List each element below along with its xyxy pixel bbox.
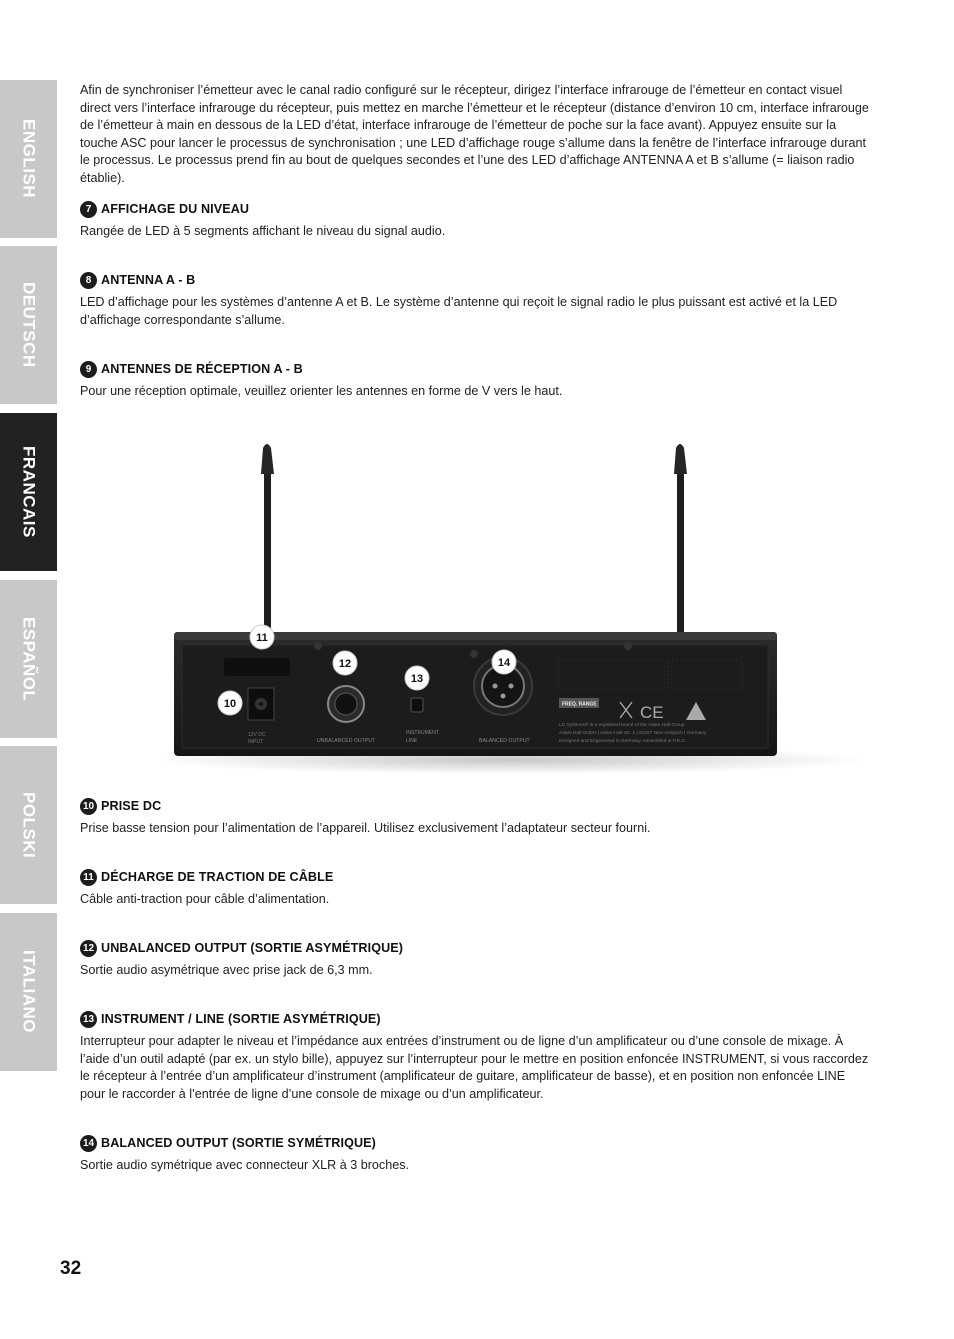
section-title: AFFICHAGE DU NIVEAU [101,202,250,216]
section-number-badge: 8 [80,272,97,289]
lang-tab-label: DEUTSCH [19,282,39,368]
callout-14 [492,650,516,674]
section-12 [80,939,870,980]
section-number-badge: 7 [80,201,97,218]
section-10 [80,797,870,838]
lang-tab-espanol[interactable] [0,580,57,738]
section-number-badge: 13 [80,1011,97,1028]
lang-tab-label: ESPAÑOL [19,616,39,702]
antenna-left [261,444,274,642]
dc-label: 12V DC [248,732,266,738]
intro-paragraph: Afin de synchroniser l’émetteur avec le canal radio configuré sur le récepteur, dirigez l’interface infrarouge de l’émetteur en contact visuel direct vers l’interface infrarouge du récepteur, puis mettez en marche l’émetteur et le récepteur (distance d’environ 10 cm, interface infrarouge de l’émetteur à main en dessous de la LED d’état, interface infrarouge de l’émetteur de poche sur la face avant). Appuyez ensuite sur la touche ASC pour lancer le processus de synchronisation ; une LED d’affichage rouge s’allume dans la fenêtre de l’interface infrarouge durant le processus. Le processus prend fin au bout de quelques secondes et l’une des LED d’affichage ANTENNA A et B s’allume (= liaison radio établie). [80,83,869,185]
callout-12 [333,651,357,675]
section-title: PRISE DC [101,799,162,813]
line-label: LINE [406,738,418,744]
section-body: Sortie audio symétrique avec connecteur XLR à 3 broches. [80,1158,410,1172]
svg-text:11: 11 [256,632,268,644]
lang-tab-label: FRANCAIS [19,446,39,538]
section-title: DÉCHARGE DE TRACTION DE CÂBLE [101,870,334,884]
brand-line-3: Designed and Engineered in Germany, Assembled in P.R.C. [559,739,687,744]
receiver-back-panel-figure [160,430,880,780]
callout-10 [218,691,242,715]
section-body: Interrupteur pour adapter le niveau et l’impédance aux entrées d’instrument ou de ligne d’un amplificateur ou d’une console de mixage. À l’aide d’un outil adapté (par ex. un stylo bille), appuyez sur l’interrupteur pour le mettre en position enfoncée INSTRUMENT, si vous raccordez le récepteur à l’entrée d’un amplificateur d’instrument (amplificateur de guitare, amplificateur de basse), et en position non enfoncée LINE pour le raccorder à l’entrée de ligne d’une console de mixage ou d’un amplificateur. [80,1034,869,1101]
svg-text:14: 14 [497,657,511,669]
section-number-badge: 12 [80,940,97,957]
section-body: Câble anti-traction pour câble d’alimentation. [80,892,330,906]
lang-tab-english[interactable] [0,80,57,238]
section-number-badge: 10 [80,798,97,815]
lang-tab-italiano[interactable] [0,913,57,1071]
section-13 [80,1010,870,1103]
freq-range-label: FREQ. RANGE [562,701,597,708]
instrument-label: INSTRUMENT [406,730,439,736]
section-body: Prise basse tension pour l’alimentation de l’appareil. Utilisez exclusivement l’adaptateur secteur fourni. [80,821,651,835]
unbalanced-label: UNBALANCED OUTPUT [317,738,376,744]
lang-tab-deutsch[interactable] [0,246,57,404]
section-7 [80,200,870,241]
lang-tab-label: ENGLISH [19,119,39,199]
section-body: Sortie audio asymétrique avec prise jack de 6,3 mm. [80,963,373,977]
dc-sublabel: INPUT [248,739,263,745]
lang-tab-francais[interactable] [0,413,57,571]
section-11 [80,868,870,909]
section-title: ANTENNA A - B [101,273,196,287]
section-body: Rangée de LED à 5 segments affichant le niveau du signal audio. [80,224,446,238]
instrument-line-switch [411,698,423,712]
balanced-label: BALANCED OUTPUT [479,738,530,744]
section-number-badge: 11 [80,869,97,886]
ce-mark: CE [640,703,664,722]
intro-block [80,82,870,188]
section-8 [80,271,870,329]
lang-tab-label: ITALIANO [19,950,39,1034]
lang-tab-label: POLSKI [19,791,39,859]
brand-line-1: LD Systems® is a registered brand of the Adam Hall Group [559,723,685,728]
section-number-badge: 14 [80,1135,97,1152]
svg-text:12: 12 [338,658,352,670]
section-body: LED d’affichage pour les systèmes d’antenne A et B. Le système d’antenne qui reçoit le signal radio le plus puissant est activé et la LED d’affichage correspondante s’allume. [80,295,838,327]
antenna-right [674,444,687,642]
callout-13 [405,666,429,690]
section-number-badge: 9 [80,361,97,378]
section-title: BALANCED OUTPUT (SORTIE SYMÉTRIQUE) [101,1136,376,1150]
section-title: INSTRUMENT / LINE (SORTIE ASYMÉTRIQUE) [101,1012,381,1026]
receiver-illustration [160,430,880,780]
section-title: UNBALANCED OUTPUT (SORTIE ASYMÉTRIQUE) [101,941,404,955]
section-title: ANTENNES DE RÉCEPTION A - B [101,362,303,376]
page-number: 32 [60,1258,82,1279]
brand-line-2: Adam Hall GmbH | Adam-Hall-Str. 1 | 61267 Neu-Anspach | Germany [559,731,707,736]
section-9 [80,360,870,401]
callout-11 [250,625,274,649]
svg-text:13: 13 [410,673,424,685]
section-14 [80,1134,870,1175]
cable-strain-relief [224,658,290,676]
svg-text:10: 10 [223,698,237,710]
lang-tab-polski[interactable] [0,746,57,904]
section-body: Pour une réception optimale, veuillez orienter les antennes en forme de V vers le haut. [80,384,563,398]
